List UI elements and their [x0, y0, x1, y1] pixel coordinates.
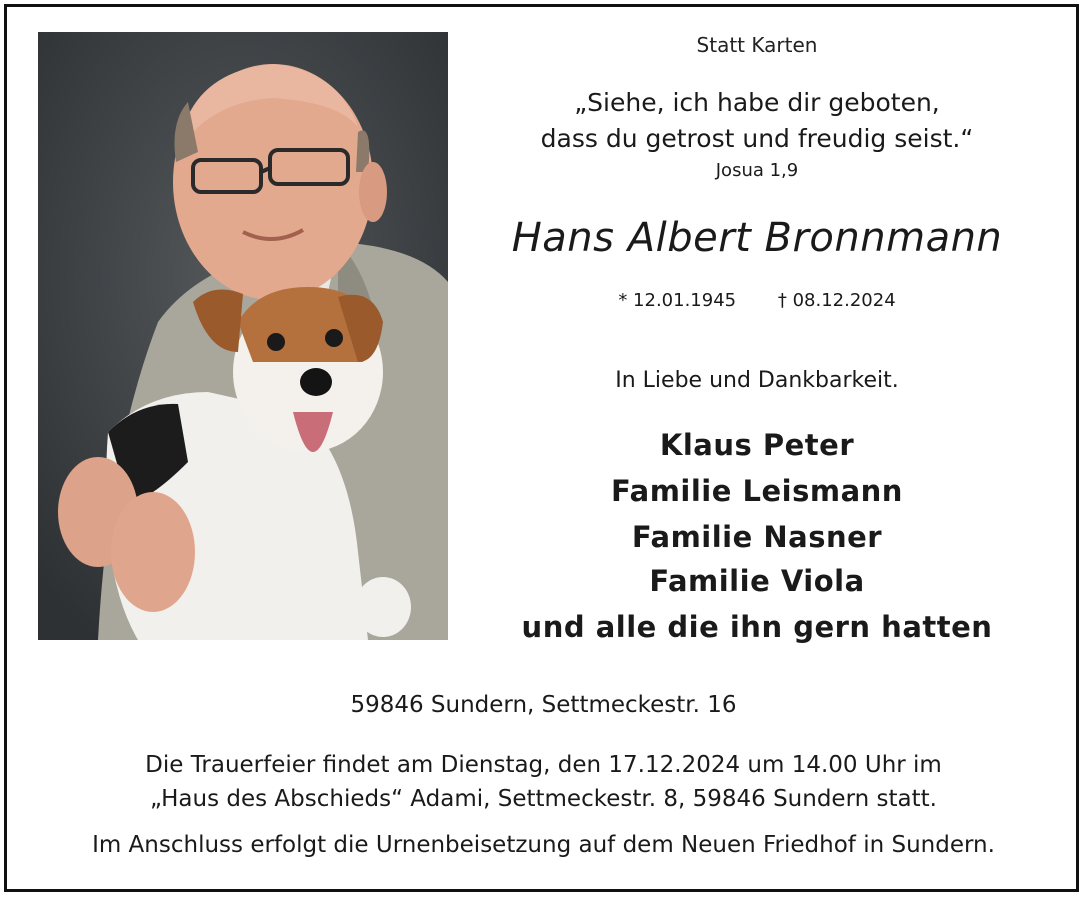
- mourner-name: Familie Leismann: [611, 474, 903, 508]
- service-line-2: „Haus des Abschieds“ Adami, Settmeckestr. 8, 59846 Sundern statt.: [150, 786, 937, 812]
- statt-karten-label: Statt Karten: [696, 33, 818, 57]
- mourner-name: Klaus Peter: [659, 428, 855, 462]
- verse-line-2: dass du getrost und freudig seist.“: [540, 124, 974, 153]
- deceased-name: Hans Albert Bronnmann: [511, 215, 1003, 261]
- birth-date: * 12.01.1945: [618, 290, 737, 311]
- verse-reference: Josua 1,9: [715, 160, 799, 181]
- mourner-name: Familie Nasner: [631, 520, 883, 554]
- mourner-name: Familie Viola: [649, 564, 865, 598]
- life-dates: [462, 290, 1052, 311]
- service-line-1: Die Trauerfeier findet am Dienstag, den 17.12.2024 um 14.00 Uhr im: [145, 752, 942, 778]
- mourner-address: 59846 Sundern, Settmeckestr. 16: [350, 692, 737, 718]
- mourners-intro: In Liebe und Dankbarkeit.: [615, 368, 899, 393]
- portrait-illustration: [38, 32, 448, 640]
- death-date: † 08.12.2024: [777, 290, 896, 311]
- portrait-photo: [38, 32, 448, 640]
- service-line-3: Im Anschluss erfolgt die Urnenbeisetzung auf dem Neuen Friedhof in Sundern.: [92, 832, 995, 858]
- verse-line-1: „Siehe, ich habe dir geboten,: [574, 88, 940, 117]
- mourner-name: und alle die ihn gern hatten: [521, 610, 993, 644]
